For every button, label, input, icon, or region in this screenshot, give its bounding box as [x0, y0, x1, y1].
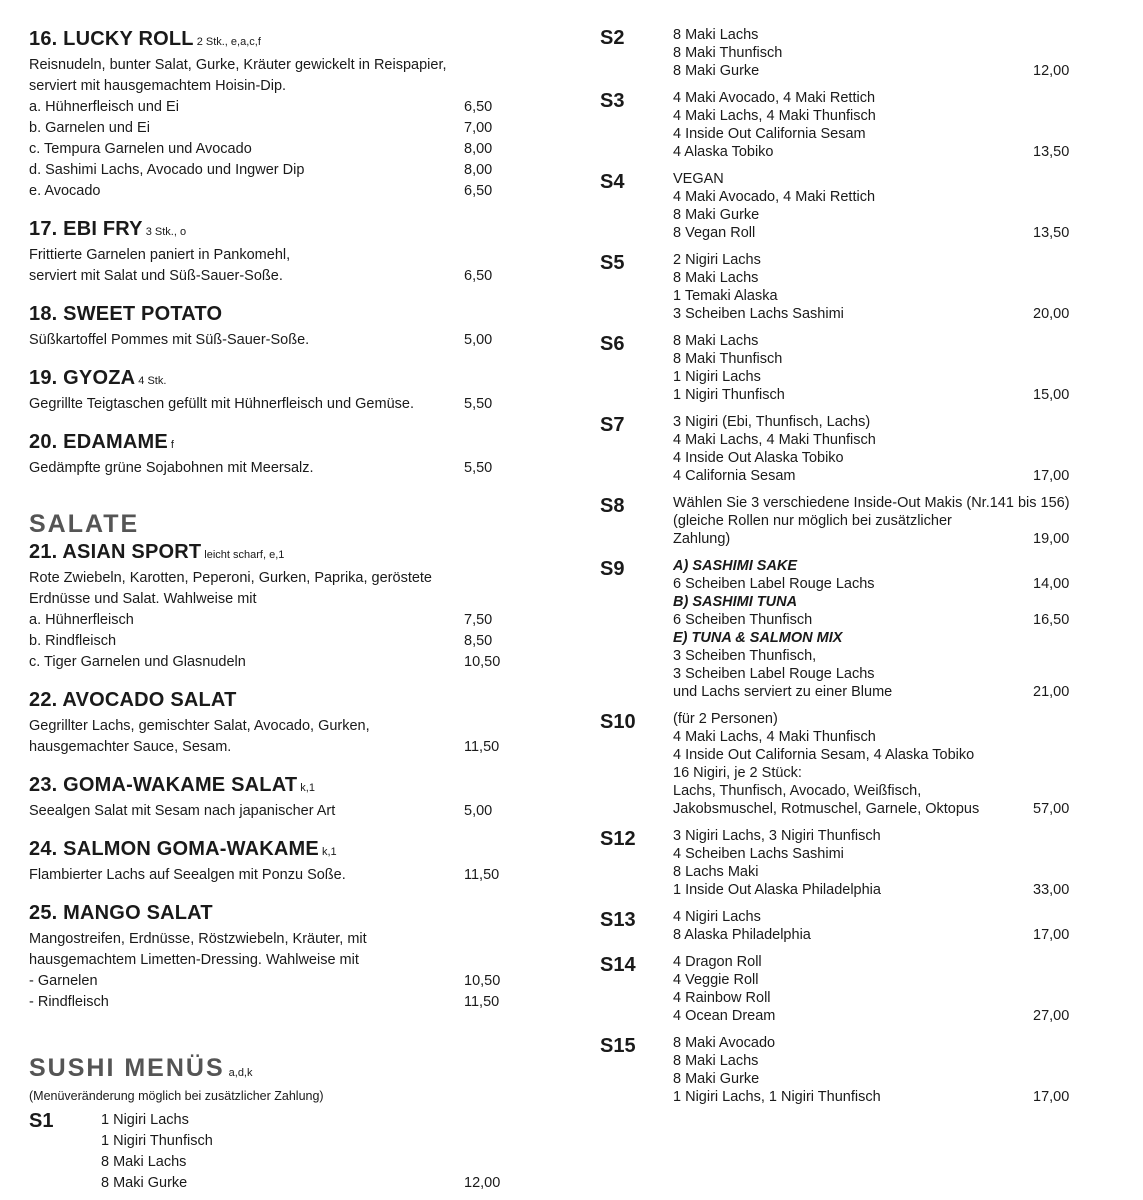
- menu-lines: [101, 1110, 509, 1194]
- menu-s15: [600, 1034, 1090, 1106]
- menu-code: S8: [600, 495, 625, 517]
- line-text: 1 Inside Out Alaska Philadelphia: [673, 882, 881, 898]
- price: 11,50: [464, 739, 500, 755]
- menu-line: [673, 863, 1090, 881]
- line-text: 4 Rainbow Roll: [673, 990, 771, 1006]
- price: 6,50: [464, 183, 493, 199]
- menu-line: [673, 683, 1090, 701]
- item-name: 17. EBI FRY: [29, 218, 143, 240]
- menu-item: [29, 301, 509, 351]
- menu-line: [673, 449, 1090, 467]
- price: 5,00: [464, 803, 493, 819]
- menu-line: [673, 530, 1090, 548]
- line-text: 1 Nigiri Lachs, 1 Nigiri Thunfisch: [673, 1089, 881, 1105]
- menu-line: [673, 251, 1090, 269]
- menu-lines: [673, 710, 1090, 818]
- item-name: 22. AVOCADO SALAT: [29, 689, 237, 711]
- price: 10,50: [464, 973, 501, 989]
- menu-s2: [600, 26, 1090, 80]
- line-text: b. Garnelen und Ei: [29, 120, 150, 136]
- menu-line: [673, 953, 1090, 971]
- line-text: - Rindfleisch: [29, 994, 109, 1010]
- menu-line: [673, 143, 1090, 161]
- menu-line: [29, 971, 509, 992]
- price: 11,50: [464, 994, 500, 1010]
- menu-line: [29, 266, 509, 287]
- price: 17,00: [1033, 1089, 1070, 1105]
- line-text: Süßkartoffel Pommes mit Süß-Sauer-Soße.: [29, 332, 310, 348]
- menu-code: S2: [600, 27, 625, 49]
- menu-line: [673, 575, 1090, 593]
- line-text: 3 Scheiben Thunfisch,: [673, 648, 817, 664]
- menu-line: [673, 494, 1090, 512]
- menu-lines: [673, 494, 1090, 548]
- line-text: Flambierter Lachs auf Seealgen mit Ponzu Soße.: [29, 867, 346, 883]
- line-text: Mangostreifen, Erdnüsse, Röstzwiebeln, Kräuter, mit hausgemachtem Limetten-Dressing. Wahlweise mit: [29, 931, 367, 968]
- menu-line: [673, 845, 1090, 863]
- item-name: 20. EDAMAME: [29, 431, 168, 453]
- salate-items: [29, 539, 509, 1013]
- line-text: 8 Maki Lachs: [673, 270, 759, 286]
- menu-line: [673, 827, 1090, 845]
- menu-line: [29, 737, 509, 758]
- menu-s14: [600, 953, 1090, 1025]
- menu-line: [673, 728, 1090, 746]
- menu-lines: [673, 557, 1090, 701]
- menu-line: [101, 1110, 509, 1131]
- item-note: f: [170, 439, 174, 451]
- right-column: [600, 26, 1090, 1115]
- menu-lines: [673, 332, 1090, 404]
- line-text: Zahlung): [673, 531, 731, 547]
- menu-line: [673, 305, 1090, 323]
- item-title: [29, 26, 509, 55]
- price: 16,50: [1033, 612, 1070, 628]
- menu-code: S14: [600, 954, 636, 976]
- item-title: [29, 836, 509, 865]
- menu-lines: [673, 1034, 1090, 1106]
- item-title: [29, 429, 509, 458]
- menu-line: [29, 330, 509, 351]
- line-text: 8 Alaska Philadelphia: [673, 927, 811, 943]
- menu-item: [29, 216, 509, 287]
- menu-line: [673, 782, 1090, 800]
- line-text: 6 Scheiben Label Rouge Lachs: [673, 576, 875, 592]
- menu-s12: [600, 827, 1090, 899]
- line-text: Gegrillter Lachs, gemischter Salat, Avocado, Gurken,: [29, 718, 370, 734]
- menu-line: [673, 746, 1090, 764]
- line-text: 8 Maki Gurke: [673, 207, 760, 223]
- price: 6,50: [464, 99, 493, 115]
- menu-lines: [673, 170, 1090, 242]
- salate-section-title: SALATE: [29, 510, 140, 538]
- line-text: (für 2 Personen): [673, 711, 778, 727]
- price: 33,00: [1033, 882, 1070, 898]
- menu-line: [673, 1052, 1090, 1070]
- menu-item: [29, 26, 509, 202]
- line-text: Reisnudeln, bunter Salat, Gurke, Kräuter gewickelt in Reispapier, serviert mit hausgemachtem Hoisin-Dip.: [29, 57, 447, 94]
- menu-line: [101, 1131, 509, 1152]
- menu-lines: [673, 908, 1090, 944]
- line-text: 1 Nigiri Thunfisch: [673, 387, 785, 403]
- item-title: [29, 900, 509, 929]
- item-note: 3 Stk., o: [145, 226, 187, 238]
- menu-lines: [673, 251, 1090, 323]
- price: 11,50: [464, 867, 500, 883]
- item-note: leicht scharf, e,1: [204, 549, 285, 561]
- line-text: c. Tiger Garnelen und Glasnudeln: [29, 654, 246, 670]
- menu-line: [673, 1007, 1090, 1025]
- price: 8,50: [464, 633, 493, 649]
- menu-s6: [600, 332, 1090, 404]
- price: 7,00: [464, 120, 493, 136]
- line-text: hausgemachter Sauce, Sesam.: [29, 739, 232, 755]
- line-text: 1 Nigiri Lachs: [673, 369, 761, 385]
- sushi-section-title: SUSHI MENÜS a,d,k: [29, 1054, 253, 1082]
- menu-s7: [600, 413, 1090, 485]
- menu-item: [29, 900, 509, 1013]
- menu-line: [673, 332, 1090, 350]
- line-text: VEGAN: [673, 171, 724, 187]
- line-text: 1 Temaki Alaska: [673, 288, 778, 304]
- menu-s9: [600, 557, 1090, 701]
- menu-line: [673, 62, 1090, 80]
- line-text: serviert mit Salat und Süß-Sauer-Soße.: [29, 268, 283, 284]
- line-text: Frittierte Garnelen paniert in Pankomehl,: [29, 247, 291, 263]
- menu-line: [673, 350, 1090, 368]
- menu-line: [29, 568, 509, 610]
- price: 27,00: [1033, 1008, 1070, 1024]
- menu-subheading: B) SASHIMI TUNA: [673, 594, 798, 610]
- line-text: 8 Maki Gurke: [673, 1071, 760, 1087]
- menu-line: [673, 989, 1090, 1007]
- line-text: b. Rindfleisch: [29, 633, 117, 649]
- menu-code: S1: [29, 1110, 54, 1132]
- line-text: 8 Lachs Maki: [673, 864, 759, 880]
- line-text: 3 Scheiben Lachs Sashimi: [673, 306, 844, 322]
- line-text: Seealgen Salat mit Sesam nach japanischer Art: [29, 803, 336, 819]
- menu-code: S4: [600, 171, 625, 193]
- menu-line: [29, 652, 509, 673]
- sushi-allergen-note: a,d,k: [228, 1067, 253, 1079]
- price: 6,50: [464, 268, 493, 284]
- menu-line: [29, 181, 509, 202]
- line-text: Lachs, Thunfisch, Avocado, Weißfisch,: [673, 783, 922, 799]
- menu-line: [673, 1034, 1090, 1052]
- menu-line: [29, 394, 509, 415]
- menu-line: [673, 188, 1090, 206]
- line-text: Wählen Sie 3 verschiedene Inside-Out Makis (Nr.141 bis 156): [673, 495, 1070, 511]
- line-text: c. Tempura Garnelen und Avocado: [29, 141, 252, 157]
- menu-line: [29, 610, 509, 631]
- item-title: [29, 539, 509, 568]
- line-text: 4 Nigiri Lachs: [673, 909, 761, 925]
- item-title: [29, 687, 509, 716]
- line-text: 4 Inside Out California Sesam: [673, 126, 866, 142]
- menu-line: [673, 665, 1090, 683]
- item-note: k,1: [321, 846, 337, 858]
- menu-lines: [673, 827, 1090, 899]
- menu-lines: [673, 413, 1090, 485]
- price: 13,50: [1033, 144, 1070, 160]
- starter-items: [29, 26, 509, 479]
- line-text: Gegrillte Teigtaschen gefüllt mit Hühnerfleisch und Gemüse.: [29, 396, 414, 412]
- menu-s8: [600, 494, 1090, 548]
- menu-s13: [600, 908, 1090, 944]
- menu-line: [673, 44, 1090, 62]
- menu-code: S15: [600, 1035, 636, 1057]
- menu-line: [29, 160, 509, 181]
- line-text: 8 Maki Gurke: [673, 63, 760, 79]
- line-text: 4 Ocean Dream: [673, 1008, 776, 1024]
- line-text: 4 Inside Out California Sesam, 4 Alaska Tobiko: [673, 747, 975, 763]
- item-name: 25. MANGO SALAT: [29, 902, 213, 924]
- menu-line: [673, 224, 1090, 242]
- menu-lines: [673, 26, 1090, 80]
- line-text: 8 Maki Thunfisch: [673, 351, 783, 367]
- menu-item: [29, 365, 509, 415]
- sushi-menus: [600, 26, 1090, 1106]
- price: 8,00: [464, 162, 493, 178]
- menu-line: [29, 631, 509, 652]
- line-text: 1 Nigiri Thunfisch: [101, 1133, 213, 1149]
- menu-line: [29, 118, 509, 139]
- price: 5,00: [464, 332, 493, 348]
- price: 57,00: [1033, 801, 1070, 817]
- item-name: 23. GOMA-WAKAME SALAT: [29, 774, 298, 796]
- menu-s10: [600, 710, 1090, 818]
- line-text: 4 Maki Lachs, 4 Maki Thunfisch: [673, 432, 876, 448]
- menu-code: S3: [600, 90, 625, 112]
- item-title: [29, 216, 509, 245]
- line-text: 3 Nigiri Lachs, 3 Nigiri Thunfisch: [673, 828, 881, 844]
- menu-line: [673, 386, 1090, 404]
- price: 15,00: [1033, 387, 1070, 403]
- menu-s3: [600, 89, 1090, 161]
- item-name: 16. LUCKY ROLL: [29, 28, 194, 50]
- line-text: Gedämpfte grüne Sojabohnen mit Meersalz.: [29, 460, 314, 476]
- line-text: 4 Alaska Tobiko: [673, 144, 774, 160]
- menu-line: [673, 206, 1090, 224]
- menu-line: [673, 512, 1090, 530]
- menu-line: [29, 865, 509, 886]
- item-note: 2 Stk., e,a,c,f: [196, 36, 261, 48]
- menu-line: [29, 97, 509, 118]
- menu-line: [673, 413, 1090, 431]
- price: 5,50: [464, 396, 493, 412]
- menu-line: [673, 431, 1090, 449]
- line-text: 4 Dragon Roll: [673, 954, 762, 970]
- menu-line: [673, 647, 1090, 665]
- menu-line: [673, 269, 1090, 287]
- line-text: und Lachs serviert zu einer Blume: [673, 684, 893, 700]
- menu-line: [673, 1088, 1090, 1106]
- line-text: 4 Scheiben Lachs Sashimi: [673, 846, 844, 862]
- line-text: - Garnelen: [29, 973, 98, 989]
- menu-code: S13: [600, 909, 636, 931]
- menu-line: [673, 611, 1090, 629]
- line-text: Jakobsmuschel, Rotmuschel, Garnele, Oktopus: [673, 801, 980, 817]
- item-note: 4 Stk.: [138, 375, 167, 387]
- line-text: 4 Inside Out Alaska Tobiko: [673, 450, 844, 466]
- menu-line: [29, 245, 509, 266]
- menu-line: [673, 125, 1090, 143]
- line-text: 8 Maki Lachs: [673, 333, 759, 349]
- menu-item: [29, 772, 509, 822]
- menu-line: [673, 89, 1090, 107]
- menu-line: [673, 1070, 1090, 1088]
- item-title: [29, 365, 509, 394]
- line-text: a. Hühnerfleisch: [29, 612, 134, 628]
- menu-line: [29, 139, 509, 160]
- line-text: 8 Maki Avocado: [673, 1035, 776, 1051]
- menu-line: [29, 929, 509, 971]
- line-text: 8 Maki Lachs: [673, 27, 759, 43]
- price: 12,00: [464, 1175, 501, 1191]
- item-name: 18. SWEET POTATO: [29, 303, 223, 325]
- menu-line: [673, 926, 1090, 944]
- item-name: 21. ASIAN SPORT: [29, 541, 202, 563]
- line-text: 6 Scheiben Thunfisch: [673, 612, 813, 628]
- menu-line: [673, 800, 1090, 818]
- sushi-subtitle: (Menüveränderung möglich bei zusätzlicher Zahlung): [29, 1089, 324, 1103]
- menu-s5: [600, 251, 1090, 323]
- menu-code: S12: [600, 828, 636, 850]
- menu-subheading: E) TUNA & SALMON MIX: [673, 630, 843, 646]
- menu-code: S5: [600, 252, 625, 274]
- menu-line: [673, 971, 1090, 989]
- price: 5,50: [464, 460, 493, 476]
- price: 20,00: [1033, 306, 1070, 322]
- item-title: [29, 301, 509, 330]
- line-text: 8 Maki Gurke: [101, 1175, 188, 1191]
- price: 14,00: [1033, 576, 1070, 592]
- menu-s4: [600, 170, 1090, 242]
- menu-line: [673, 710, 1090, 728]
- menu-code: S7: [600, 414, 625, 436]
- menu-line: [673, 764, 1090, 782]
- line-text: 8 Maki Lachs: [101, 1154, 187, 1170]
- menu-line: [673, 881, 1090, 899]
- menu-lines: [673, 89, 1090, 161]
- price: 7,50: [464, 612, 493, 628]
- line-text: 16 Nigiri, je 2 Stück:: [673, 765, 802, 781]
- menu-line: [673, 467, 1090, 485]
- line-text: 4 Maki Avocado, 4 Maki Rettich: [673, 189, 876, 205]
- line-text: 4 California Sesam: [673, 468, 796, 484]
- price: 8,00: [464, 141, 493, 157]
- line-text: 3 Scheiben Label Rouge Lachs: [673, 666, 875, 682]
- line-text: 8 Vegan Roll: [673, 225, 756, 241]
- price: 12,00: [1033, 63, 1070, 79]
- menu-code: S10: [600, 711, 636, 733]
- menu-line: [29, 716, 509, 737]
- menu-item: [29, 687, 509, 758]
- menu-line: [29, 458, 509, 479]
- line-text: 3 Nigiri (Ebi, Thunfisch, Lachs): [673, 414, 871, 430]
- line-text: 2 Nigiri Lachs: [673, 252, 761, 268]
- left-column: [29, 26, 509, 1194]
- menu-subheading: A) SASHIMI SAKE: [673, 558, 798, 574]
- line-text: Rote Zwiebeln, Karotten, Peperoni, Gurken, Paprika, geröstete Erdnüsse und Salat. Wahlweise mit: [29, 570, 432, 607]
- price: 21,00: [1033, 684, 1070, 700]
- line-text: 8 Maki Thunfisch: [673, 45, 783, 61]
- price: 17,00: [1033, 468, 1070, 484]
- line-text: 1 Nigiri Lachs: [101, 1112, 189, 1128]
- menu-line: [29, 801, 509, 822]
- line-text: 4 Maki Avocado, 4 Maki Rettich: [673, 90, 876, 106]
- menu-line: [29, 55, 509, 97]
- menu-item: [29, 836, 509, 886]
- line-text: 8 Maki Lachs: [673, 1053, 759, 1069]
- item-name: 19. GYOZA: [29, 367, 136, 389]
- item-name: 24. SALMON GOMA-WAKAME: [29, 838, 319, 860]
- menu-line: [673, 107, 1090, 125]
- line-text: a. Hühnerfleisch und Ei: [29, 99, 179, 115]
- line-text: 4 Maki Lachs, 4 Maki Thunfisch: [673, 729, 876, 745]
- menu-line: [673, 908, 1090, 926]
- price: 19,00: [1033, 531, 1070, 547]
- menu-item: [29, 429, 509, 479]
- line-text: 4 Veggie Roll: [673, 972, 759, 988]
- menu-line: [101, 1173, 509, 1194]
- menu-lines: [673, 953, 1090, 1025]
- line-text: d. Sashimi Lachs, Avocado und Ingwer Dip: [29, 162, 305, 178]
- menu-line: [673, 368, 1090, 386]
- price: 13,50: [1033, 225, 1070, 241]
- menu-line: [673, 170, 1090, 188]
- menu-item: [29, 539, 509, 673]
- menu-line: [29, 992, 509, 1013]
- item-note: k,1: [300, 782, 315, 794]
- menu-code: S9: [600, 558, 625, 580]
- menu-line: [101, 1152, 509, 1173]
- item-title: [29, 772, 509, 801]
- price: 10,50: [464, 654, 501, 670]
- line-text: e. Avocado: [29, 183, 101, 199]
- menu-s1: [29, 1110, 509, 1194]
- menu-code: S6: [600, 333, 625, 355]
- menu-line: [673, 26, 1090, 44]
- price: 17,00: [1033, 927, 1070, 943]
- line-text: 4 Maki Lachs, 4 Maki Thunfisch: [673, 108, 876, 124]
- line-text: (gleiche Rollen nur möglich bei zusätzlicher: [673, 513, 952, 529]
- menu-line: [673, 287, 1090, 305]
